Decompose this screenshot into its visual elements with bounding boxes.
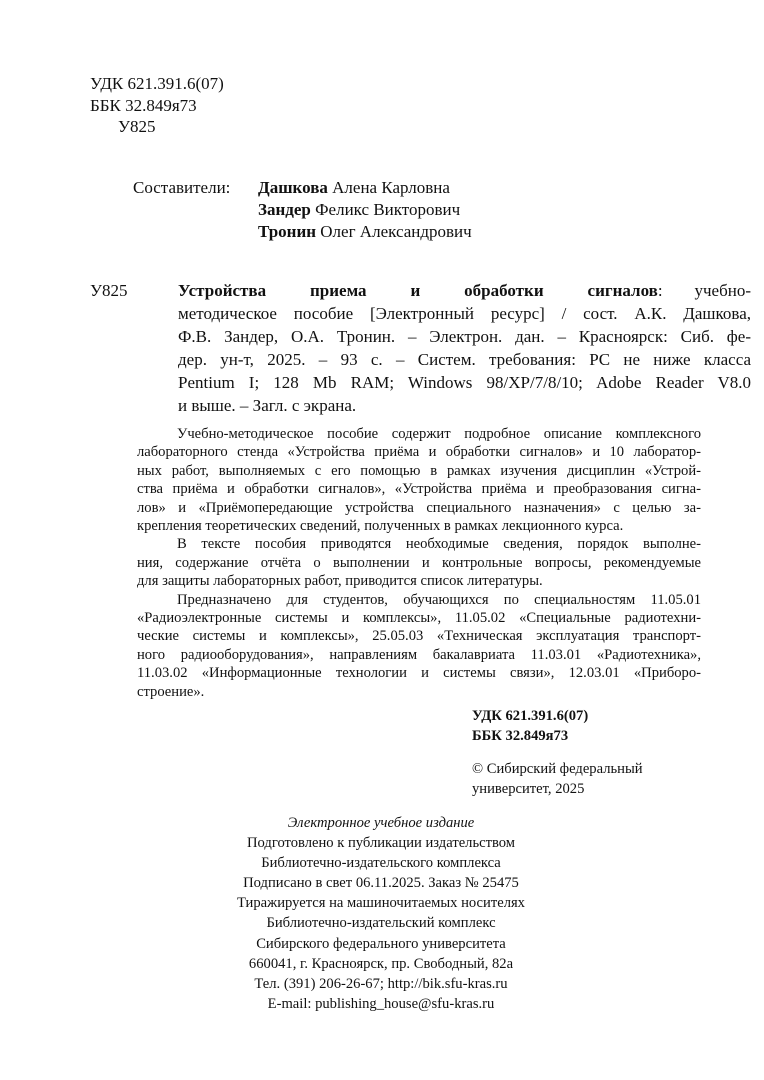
copyright: © Сибирский федеральный [472,761,643,777]
imprint-line: 660041, г. Красноярск, пр. Свободный, 82а [248,955,514,972]
udk-code-bold: УДК 621.391.6(07) [472,708,589,724]
abstract-line: строение». [137,683,205,700]
compilers-label: Составители: [133,178,231,197]
abstract-line: лов» и «Приёмопередающие устройства специального назначения» с целью за- [137,499,701,516]
bbk-code-bold: ББК 32.849я73 [472,727,569,744]
compilers-list [258,177,472,243]
edition-type: Электронное учебное издание [287,815,475,831]
bib-line: дер. ун-т, 2025. – 93 с. – Систем. требования: PC не ниже класса [178,350,751,369]
copyright: университет, 2025 [472,780,585,797]
abstract-line: «Радиоэлектронные системы и комплексы», 11.05.02 «Специальные радиотехни- [137,610,701,627]
bib-line: Pentium I; 128 Mb RAM; Windows 98/XP/7/8/10; Adobe Reader V8.0 [178,373,751,392]
udk-code: УДК 621.391.6(07) [90,74,224,93]
abstract-line: ния, содержание отчёта о выполнении и контрольные вопросы, рекомендуемые [137,554,701,571]
imprint-line: Сибирского федерального университета [256,935,506,952]
classification-header [90,73,224,138]
compiler: Тронин Олег Александрович [258,222,472,241]
classification-block [472,707,643,799]
compiler: Зандер Феликс Викторович [258,200,461,219]
imprint-line: Тиражируется на машиночитаемых носителях [237,895,525,912]
abstract [137,425,701,701]
imprint-line: Подготовлено к публикации издательством [246,835,516,852]
abstract-line: ных работ, выполняемых с его помощью в рамках изучения дисциплин «Устрой- [137,462,701,479]
bibliographic-record [90,279,751,417]
bib-line: Ф.В. Зандер, О.А. Тронин. – Электрон. дан. – Красноярск: Сиб. фе- [178,327,751,346]
abstract-line: Учебно-методическое пособие содержит подробное описание комплексного [177,426,701,442]
imprint-line: E-mail: publishing_house@sfu-kras.ru [267,995,495,1012]
imprint-line: Библиотечно-издательского комплекса [261,855,501,872]
bib-line: Устройства приема и обработки сигналов: учебно- [178,281,751,300]
imprint-line: Тел. (391) 206-26-67; http://bik.sfu-kras.ru [254,975,508,992]
abstract-line: ного радиооборудования», направлениям бакалавриата 11.03.01 «Радиотехника», [137,646,701,663]
book-title: Устройства приема и обработки сигналов [178,281,658,300]
abstract-line: Предназначено для студентов, обучающихся по специальностям 11.05.01 [177,591,701,608]
imprint [181,813,581,1014]
abstract-line: лабораторного стенда «Устройства приёма и обработки сигналов» и 10 лаборатор- [137,444,701,461]
imprint-line: Подписано в свет 06.11.2025. Заказ № 25475 [243,875,519,892]
abstract-line: В тексте пособия приводятся необходимые сведения, порядок выполне- [177,536,701,553]
bib-line: и выше. – Загл. с экрана. [178,396,357,415]
bib-line: методическое пособие [Электронный ресурс] / сост. А.К. Дашкова, [178,304,751,323]
author-mark: У825 [118,117,156,136]
abstract-line: ческие системы и комплексы», 25.05.03 «Техническая эксплуатация транспорт- [137,628,701,645]
bib-code: У825 [90,281,128,300]
compiler: Дашкова Алена Карловна [258,178,450,197]
abstract-line: для защиты лабораторных работ, приводится список литературы. [137,573,543,590]
abstract-line: крепления теоретических сведений, полученных в рамках лекционного курса. [137,518,624,535]
abstract-line: ства приёма и обработки сигналов», «Устройства приёма и преобразования сигна- [137,481,701,498]
abstract-line: 11.03.02 «Информационные технологии и системы связи», 12.03.01 «Приборо- [137,665,701,682]
imprint-line: Библиотечно-издательский комплекс [266,915,496,932]
bbk-code: ББК 32.849я73 [90,95,197,115]
